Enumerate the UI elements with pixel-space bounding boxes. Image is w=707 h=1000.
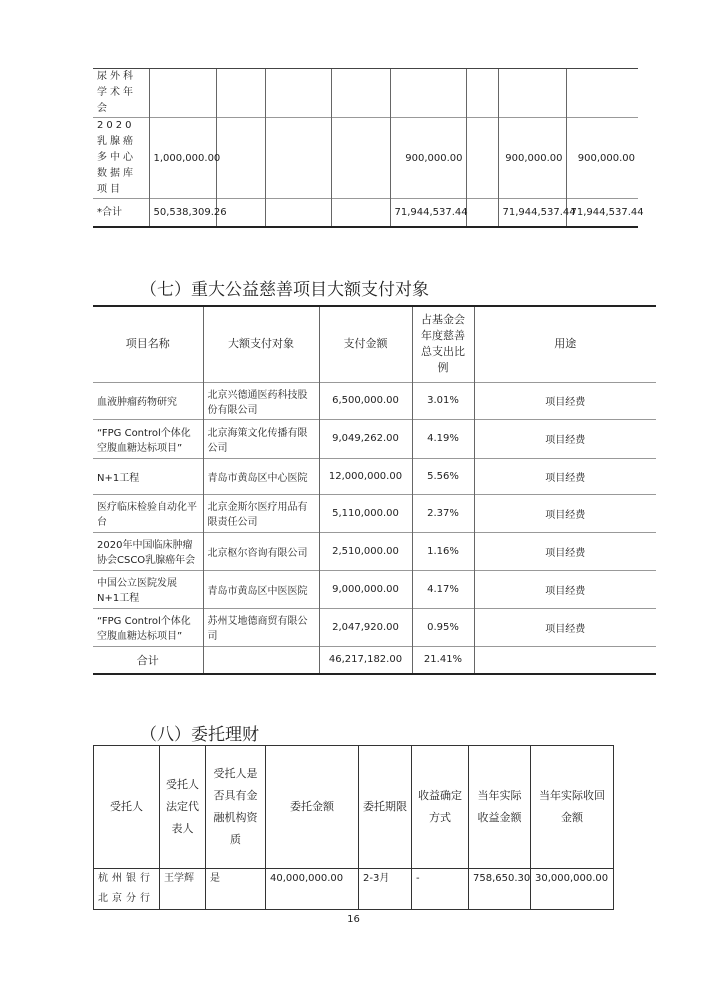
page-number: 16 xyxy=(347,914,360,925)
table-row: 2020乳腺癌多中心数据库项目 1,000,000.00 900,000.00 900,000.00 900,000.00 xyxy=(93,118,638,199)
table-row: 杭州银行北京分行 王学辉 是 40,000,000.00 2-3月 - 758,650.30 30,000,000.00 xyxy=(94,869,614,910)
table-row: “FPG Control个体化空腹血糖达标项目” 苏州艾地德商贸有限公司 2,047,920.00 0.95% 项目经费 xyxy=(93,608,656,646)
header-percent: 占基金会年度慈善总支出比例 xyxy=(412,306,474,382)
section-heading-8: （八）委托理财 xyxy=(140,725,259,745)
section-heading-7: （七）重大公益慈善项目大额支付对象 xyxy=(140,280,429,300)
project-name-cell: 2020乳腺癌多中心数据库项目 xyxy=(93,118,149,199)
header-purpose: 用途 xyxy=(474,306,656,382)
header-actual-income: 当年实际收益金额 xyxy=(469,746,531,869)
header-project-name: 项目名称 xyxy=(93,306,203,382)
header-term: 委托期限 xyxy=(359,746,412,869)
table-row: 中国公立医院发展N+1工程 青岛市黄岛区中医医院 9,000,000.00 4.17% 项目经费 xyxy=(93,570,656,608)
header-amount: 委托金额 xyxy=(266,746,359,869)
header-qualification: 受托人是否具有金融机构资质 xyxy=(206,746,266,869)
header-legal-rep: 受托人法定代表人 xyxy=(160,746,206,869)
total-percent: 21.41% xyxy=(412,646,474,674)
table-row: 医疗临床检验自动化平台 北京金斯尔医疗用品有限责任公司 5,110,000.00 2.37% 项目经费 xyxy=(93,494,656,532)
header-payee: 大额支付对象 xyxy=(203,306,319,382)
table-row: 2020年中国临床肿瘤协会CSCO乳腺癌年会 北京枢尔咨询有限公司 2,510,000.00 1.16% 项目经费 xyxy=(93,532,656,570)
table-row xyxy=(93,69,638,118)
table-row-total xyxy=(93,646,656,674)
header-actual-recovered: 当年实际收回金额 xyxy=(531,746,614,869)
header-income-method: 收益确定方式 xyxy=(412,746,469,869)
table-row: “FPG Control个体化空腹血糖达标项目” 北京海策文化传播有限公司 9,049,262.00 4.19% 项目经费 xyxy=(93,419,656,458)
header-trustee: 受托人 xyxy=(94,746,160,869)
table-header-row xyxy=(93,306,656,382)
table-row: N+1工程 青岛市黄岛区中心医院 12,000,000.00 5.56% 项目经费 xyxy=(93,458,656,494)
header-amount: 支付金额 xyxy=(319,306,412,382)
table-row: 血液肿瘤药物研究 北京兴德通医药科技股份有限公司 6,500,000.00 3.01% 项目经费 xyxy=(93,382,656,419)
total-amount: 46,217,182.00 xyxy=(319,646,412,674)
table-header-row xyxy=(94,746,614,869)
entrusted-finance-table xyxy=(93,745,614,910)
project-name-cell: 尿外科学术年会 xyxy=(93,69,149,118)
major-payment-table xyxy=(93,305,656,675)
total-label: *合计 xyxy=(93,199,149,227)
total-label: 合计 xyxy=(93,646,203,674)
table-row-total: *合计 50,538,309.26 71,944,537.44 71,944,537.44 71,944,537.44 xyxy=(93,199,638,227)
donation-expense-table xyxy=(93,68,644,228)
